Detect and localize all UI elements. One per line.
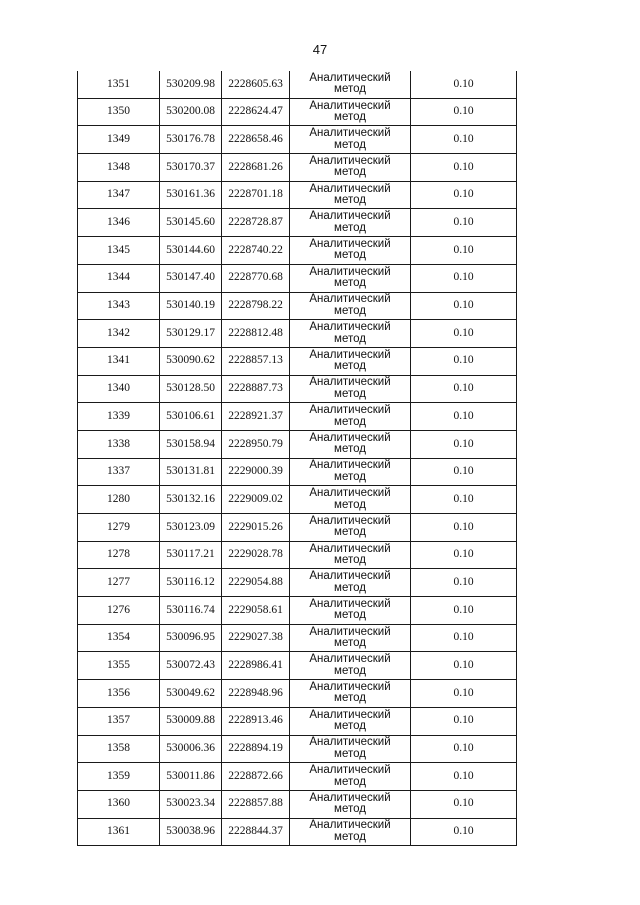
accuracy-cell: 0.10 bbox=[411, 680, 517, 708]
accuracy-cell: 0.10 bbox=[411, 403, 517, 431]
method-cell bbox=[290, 403, 411, 431]
method-cell bbox=[290, 597, 411, 625]
x-coordinate-cell: 530161.36 bbox=[160, 181, 222, 209]
x-coordinate-cell: 530049.62 bbox=[160, 680, 222, 708]
table-row bbox=[78, 707, 517, 735]
x-coordinate-cell: 530140.19 bbox=[160, 292, 222, 320]
table-row bbox=[78, 735, 517, 763]
method-text-line: метод bbox=[334, 747, 366, 760]
table-row bbox=[78, 486, 517, 514]
method-cell bbox=[290, 98, 411, 126]
accuracy-cell: 0.10 bbox=[411, 264, 517, 292]
method-text-line: Аналитический bbox=[309, 570, 391, 583]
y-coordinate-cell: 2229058.61 bbox=[222, 597, 290, 625]
accuracy-cell: 0.10 bbox=[411, 209, 517, 237]
method-text-line: метод bbox=[334, 194, 366, 207]
point-number-cell: 1279 bbox=[78, 514, 160, 542]
table-row bbox=[78, 126, 517, 154]
y-coordinate-cell: 2228921.37 bbox=[222, 403, 290, 431]
x-coordinate-cell: 530147.40 bbox=[160, 264, 222, 292]
method-text-line: метод bbox=[334, 637, 366, 650]
accuracy-cell: 0.10 bbox=[411, 818, 517, 846]
method-text-line: Аналитический bbox=[309, 182, 391, 195]
x-coordinate-cell: 530209.98 bbox=[160, 71, 222, 98]
y-coordinate-cell: 2228894.19 bbox=[222, 735, 290, 763]
method-cell bbox=[290, 458, 411, 486]
x-coordinate-cell: 530170.37 bbox=[160, 154, 222, 182]
x-coordinate-cell: 530131.81 bbox=[160, 458, 222, 486]
accuracy-cell: 0.10 bbox=[411, 597, 517, 625]
method-text-line: метод bbox=[334, 249, 366, 262]
table-row bbox=[78, 652, 517, 680]
method-text-line: Аналитический bbox=[309, 127, 391, 140]
accuracy-cell: 0.10 bbox=[411, 624, 517, 652]
point-number-cell: 1358 bbox=[78, 735, 160, 763]
table-row bbox=[78, 680, 517, 708]
y-coordinate-cell: 2228681.26 bbox=[222, 154, 290, 182]
method-cell bbox=[290, 735, 411, 763]
method-text-line: Аналитический bbox=[309, 819, 391, 832]
accuracy-cell: 0.10 bbox=[411, 458, 517, 486]
method-text-line: Аналитический bbox=[309, 348, 391, 361]
table-row bbox=[78, 154, 517, 182]
table-row bbox=[78, 597, 517, 625]
table-row bbox=[78, 790, 517, 818]
point-number-cell: 1349 bbox=[78, 126, 160, 154]
point-number-cell: 1350 bbox=[78, 98, 160, 126]
method-text-line: Аналитический bbox=[309, 764, 391, 777]
method-text-line: Аналитический bbox=[309, 736, 391, 749]
y-coordinate-cell: 2228986.41 bbox=[222, 652, 290, 680]
method-text-line: метод bbox=[334, 470, 366, 483]
accuracy-cell: 0.10 bbox=[411, 71, 517, 98]
method-text-line: метод bbox=[334, 526, 366, 539]
method-cell bbox=[290, 237, 411, 265]
y-coordinate-cell: 2228844.37 bbox=[222, 818, 290, 846]
table-row bbox=[78, 375, 517, 403]
table-row bbox=[78, 71, 517, 98]
point-number-cell: 1339 bbox=[78, 403, 160, 431]
table-row bbox=[78, 264, 517, 292]
method-text-line: Аналитический bbox=[309, 459, 391, 472]
y-coordinate-cell: 2228728.87 bbox=[222, 209, 290, 237]
page-number: 47 bbox=[312, 42, 328, 57]
point-number-cell: 1354 bbox=[78, 624, 160, 652]
table-row bbox=[78, 430, 517, 458]
y-coordinate-cell: 2229015.26 bbox=[222, 514, 290, 542]
accuracy-cell: 0.10 bbox=[411, 790, 517, 818]
table-row bbox=[78, 569, 517, 597]
accuracy-cell: 0.10 bbox=[411, 652, 517, 680]
method-cell bbox=[290, 430, 411, 458]
table-row bbox=[78, 624, 517, 652]
method-text-line: Аналитический bbox=[309, 597, 391, 610]
method-text-line: Аналитический bbox=[309, 210, 391, 223]
accuracy-cell: 0.10 bbox=[411, 541, 517, 569]
x-coordinate-cell: 530123.09 bbox=[160, 514, 222, 542]
x-coordinate-cell: 530117.21 bbox=[160, 541, 222, 569]
method-text-line: метод bbox=[334, 415, 366, 428]
table-row bbox=[78, 763, 517, 791]
method-cell bbox=[290, 541, 411, 569]
method-cell bbox=[290, 126, 411, 154]
method-text-line: Аналитический bbox=[309, 237, 391, 250]
accuracy-cell: 0.10 bbox=[411, 375, 517, 403]
x-coordinate-cell: 530072.43 bbox=[160, 652, 222, 680]
point-number-cell: 1359 bbox=[78, 763, 160, 791]
method-text-line: Аналитический bbox=[309, 791, 391, 804]
method-text-line: Аналитический bbox=[309, 71, 391, 84]
point-number-cell: 1337 bbox=[78, 458, 160, 486]
x-coordinate-cell: 530145.60 bbox=[160, 209, 222, 237]
method-cell bbox=[290, 292, 411, 320]
method-text-line: метод bbox=[334, 360, 366, 373]
y-coordinate-cell: 2228857.13 bbox=[222, 347, 290, 375]
method-text-line: Аналитический bbox=[309, 321, 391, 334]
x-coordinate-cell: 530090.62 bbox=[160, 347, 222, 375]
x-coordinate-cell: 530132.16 bbox=[160, 486, 222, 514]
table-row bbox=[78, 818, 517, 846]
method-cell bbox=[290, 486, 411, 514]
accuracy-cell: 0.10 bbox=[411, 430, 517, 458]
y-coordinate-cell: 2228812.48 bbox=[222, 320, 290, 348]
x-coordinate-cell: 530129.17 bbox=[160, 320, 222, 348]
method-text-line: метод bbox=[334, 111, 366, 124]
point-number-cell: 1348 bbox=[78, 154, 160, 182]
accuracy-cell: 0.10 bbox=[411, 126, 517, 154]
point-number-cell: 1345 bbox=[78, 237, 160, 265]
table-row bbox=[78, 320, 517, 348]
method-text-line: метод bbox=[334, 581, 366, 594]
method-text-line: метод bbox=[334, 720, 366, 733]
point-number-cell: 1338 bbox=[78, 430, 160, 458]
y-coordinate-cell: 2228913.46 bbox=[222, 707, 290, 735]
point-number-cell: 1342 bbox=[78, 320, 160, 348]
x-coordinate-cell: 530128.50 bbox=[160, 375, 222, 403]
accuracy-cell: 0.10 bbox=[411, 347, 517, 375]
method-cell bbox=[290, 181, 411, 209]
x-coordinate-cell: 530011.86 bbox=[160, 763, 222, 791]
table-row bbox=[78, 237, 517, 265]
x-coordinate-cell: 530038.96 bbox=[160, 818, 222, 846]
y-coordinate-cell: 2228658.46 bbox=[222, 126, 290, 154]
y-coordinate-cell: 2228798.22 bbox=[222, 292, 290, 320]
accuracy-cell: 0.10 bbox=[411, 763, 517, 791]
method-text-line: метод bbox=[334, 443, 366, 456]
y-coordinate-cell: 2229028.78 bbox=[222, 541, 290, 569]
table-row bbox=[78, 181, 517, 209]
method-text-line: Аналитический bbox=[309, 376, 391, 389]
point-number-cell: 1340 bbox=[78, 375, 160, 403]
method-text-line: метод bbox=[334, 138, 366, 151]
method-cell bbox=[290, 790, 411, 818]
method-cell bbox=[290, 71, 411, 98]
accuracy-cell: 0.10 bbox=[411, 707, 517, 735]
y-coordinate-cell: 2229054.88 bbox=[222, 569, 290, 597]
accuracy-cell: 0.10 bbox=[411, 154, 517, 182]
x-coordinate-cell: 530116.12 bbox=[160, 569, 222, 597]
method-cell bbox=[290, 707, 411, 735]
x-coordinate-cell: 530106.61 bbox=[160, 403, 222, 431]
method-cell bbox=[290, 264, 411, 292]
y-coordinate-cell: 2228701.18 bbox=[222, 181, 290, 209]
point-number-cell: 1351 bbox=[78, 71, 160, 98]
x-coordinate-cell: 530096.95 bbox=[160, 624, 222, 652]
method-text-line: Аналитический bbox=[309, 542, 391, 555]
point-number-cell: 1343 bbox=[78, 292, 160, 320]
y-coordinate-cell: 2228887.73 bbox=[222, 375, 290, 403]
method-cell bbox=[290, 514, 411, 542]
accuracy-cell: 0.10 bbox=[411, 514, 517, 542]
point-number-cell: 1360 bbox=[78, 790, 160, 818]
x-coordinate-cell: 530006.36 bbox=[160, 735, 222, 763]
x-coordinate-cell: 530009.88 bbox=[160, 707, 222, 735]
method-cell bbox=[290, 154, 411, 182]
point-number-cell: 1347 bbox=[78, 181, 160, 209]
method-text-line: метод bbox=[334, 166, 366, 179]
method-text-line: Аналитический bbox=[309, 653, 391, 666]
table-row bbox=[78, 209, 517, 237]
y-coordinate-cell: 2228950.79 bbox=[222, 430, 290, 458]
method-text-line: метод bbox=[334, 692, 366, 705]
point-number-cell: 1276 bbox=[78, 597, 160, 625]
table-row bbox=[78, 98, 517, 126]
accuracy-cell: 0.10 bbox=[411, 569, 517, 597]
y-coordinate-cell: 2228770.68 bbox=[222, 264, 290, 292]
accuracy-cell: 0.10 bbox=[411, 320, 517, 348]
point-number-cell: 1341 bbox=[78, 347, 160, 375]
method-text-line: Аналитический bbox=[309, 680, 391, 693]
table-row bbox=[78, 514, 517, 542]
accuracy-cell: 0.10 bbox=[411, 486, 517, 514]
method-cell bbox=[290, 209, 411, 237]
method-cell bbox=[290, 763, 411, 791]
point-number-cell: 1357 bbox=[78, 707, 160, 735]
y-coordinate-cell: 2228624.47 bbox=[222, 98, 290, 126]
method-cell bbox=[290, 652, 411, 680]
point-number-cell: 1278 bbox=[78, 541, 160, 569]
y-coordinate-cell: 2228948.96 bbox=[222, 680, 290, 708]
method-text-line: метод bbox=[334, 221, 366, 234]
method-text-line: метод bbox=[334, 387, 366, 400]
table-row bbox=[78, 541, 517, 569]
table-body bbox=[78, 71, 517, 846]
method-text-line: метод bbox=[334, 664, 366, 677]
method-text-line: Аналитический bbox=[309, 708, 391, 721]
method-text-line: метод bbox=[334, 803, 366, 816]
method-text-line: Аналитический bbox=[309, 487, 391, 500]
method-text-line: метод bbox=[334, 498, 366, 511]
y-coordinate-cell: 2228857.88 bbox=[222, 790, 290, 818]
x-coordinate-cell: 530176.78 bbox=[160, 126, 222, 154]
point-number-cell: 1355 bbox=[78, 652, 160, 680]
method-text-line: метод bbox=[334, 830, 366, 843]
accuracy-cell: 0.10 bbox=[411, 181, 517, 209]
method-cell bbox=[290, 818, 411, 846]
point-number-cell: 1280 bbox=[78, 486, 160, 514]
method-text-line: Аналитический bbox=[309, 154, 391, 167]
method-text-line: метод bbox=[334, 609, 366, 622]
table-row bbox=[78, 458, 517, 486]
accuracy-cell: 0.10 bbox=[411, 237, 517, 265]
x-coordinate-cell: 530116.74 bbox=[160, 597, 222, 625]
point-number-cell: 1344 bbox=[78, 264, 160, 292]
method-cell bbox=[290, 347, 411, 375]
method-text-line: метод bbox=[334, 277, 366, 290]
table-row bbox=[78, 292, 517, 320]
x-coordinate-cell: 530144.60 bbox=[160, 237, 222, 265]
method-text-line: Аналитический bbox=[309, 265, 391, 278]
method-text-line: метод bbox=[334, 554, 366, 567]
method-text-line: метод bbox=[334, 304, 366, 317]
method-text-line: Аналитический bbox=[309, 625, 391, 638]
method-cell bbox=[290, 320, 411, 348]
x-coordinate-cell: 530200.08 bbox=[160, 98, 222, 126]
method-text-line: Аналитический bbox=[309, 514, 391, 527]
point-number-cell: 1277 bbox=[78, 569, 160, 597]
method-text-line: метод bbox=[334, 775, 366, 788]
method-cell bbox=[290, 375, 411, 403]
accuracy-cell: 0.10 bbox=[411, 735, 517, 763]
point-number-cell: 1356 bbox=[78, 680, 160, 708]
method-cell bbox=[290, 569, 411, 597]
accuracy-cell: 0.10 bbox=[411, 98, 517, 126]
method-cell bbox=[290, 680, 411, 708]
table-row bbox=[78, 347, 517, 375]
method-text-line: метод bbox=[334, 83, 366, 96]
x-coordinate-cell: 530023.34 bbox=[160, 790, 222, 818]
method-cell bbox=[290, 624, 411, 652]
method-text-line: Аналитический bbox=[309, 404, 391, 417]
accuracy-cell: 0.10 bbox=[411, 292, 517, 320]
method-text-line: Аналитический bbox=[309, 99, 391, 112]
x-coordinate-cell: 530158.94 bbox=[160, 430, 222, 458]
y-coordinate-cell: 2228605.63 bbox=[222, 71, 290, 98]
y-coordinate-cell: 2228872.66 bbox=[222, 763, 290, 791]
point-number-cell: 1361 bbox=[78, 818, 160, 846]
coordinates-table bbox=[77, 71, 517, 846]
method-text-line: метод bbox=[334, 332, 366, 345]
y-coordinate-cell: 2228740.22 bbox=[222, 237, 290, 265]
y-coordinate-cell: 2229027.38 bbox=[222, 624, 290, 652]
method-text-line: Аналитический bbox=[309, 293, 391, 306]
table-row bbox=[78, 403, 517, 431]
y-coordinate-cell: 2229009.02 bbox=[222, 486, 290, 514]
y-coordinate-cell: 2229000.39 bbox=[222, 458, 290, 486]
method-text-line: Аналитический bbox=[309, 431, 391, 444]
point-number-cell: 1346 bbox=[78, 209, 160, 237]
